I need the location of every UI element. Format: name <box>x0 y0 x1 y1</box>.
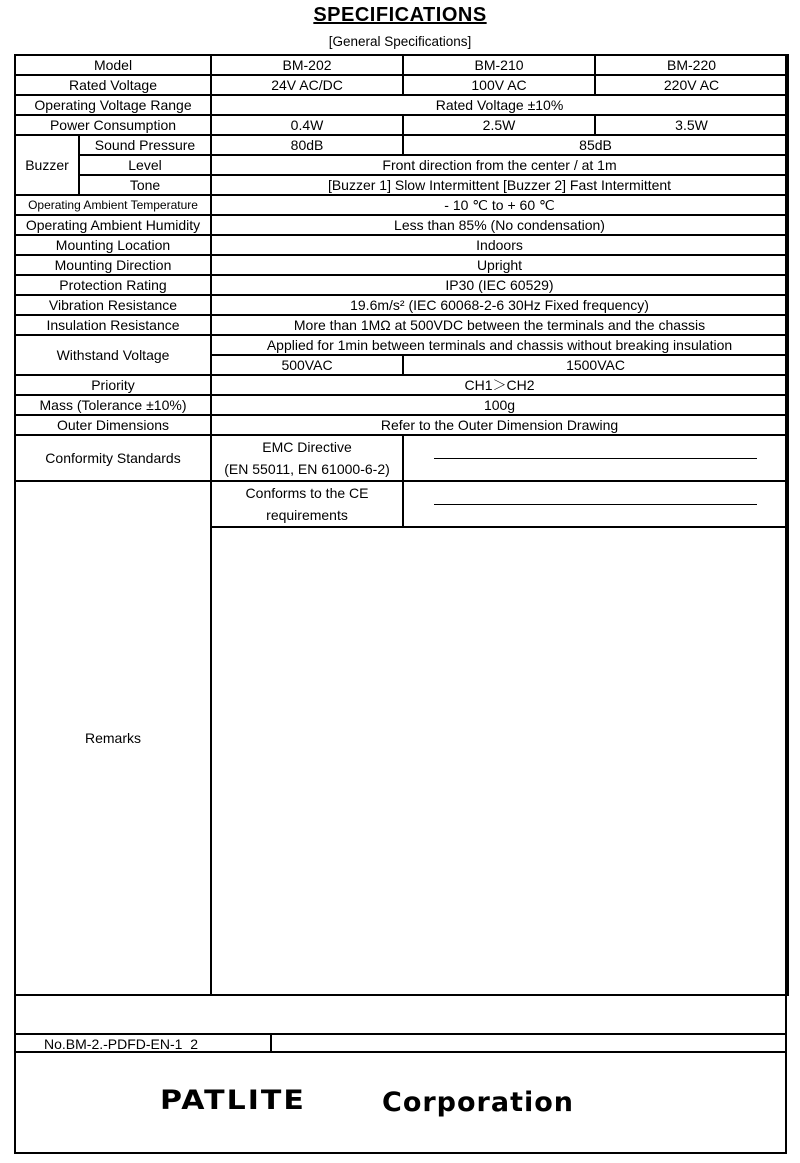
label-outer-dimensions: Outer Dimensions <box>15 415 211 435</box>
row-ambient-temperature <box>15 195 788 215</box>
label-buzzer: Buzzer <box>15 135 79 195</box>
rated-voltage-2: 100V AC <box>403 75 595 95</box>
ce-conformity-cell <box>211 481 403 527</box>
emc-directive-line2: (EN 55011, EN 61000-6-2) <box>224 461 390 477</box>
label-sound-pressure: Sound Pressure <box>79 135 211 155</box>
row-conformity-standards <box>15 435 788 481</box>
row-vibration-resistance <box>15 295 788 315</box>
tone-value: [Buzzer 1] Slow Intermittent [Buzzer 2] Fast Intermittent <box>211 175 788 195</box>
row-level <box>15 155 788 175</box>
label-level: Level <box>79 155 211 175</box>
label-ambient-temperature: Operating Ambient Temperature <box>15 195 211 215</box>
sound-pressure-2: 85dB <box>403 135 788 155</box>
label-ambient-humidity: Operating Ambient Humidity <box>15 215 211 235</box>
row-ce-conformity <box>15 481 788 527</box>
model-bm-210: BM-210 <box>403 55 595 75</box>
label-mass: Mass (Tolerance ±10%) <box>15 395 211 415</box>
patlite-logo: PATLITE <box>160 1084 306 1117</box>
label-model: Model <box>15 55 211 75</box>
footer-code-row <box>14 1033 787 1053</box>
page-subtitle: [General Specifications] <box>328 34 472 49</box>
remarks-area <box>211 527 788 995</box>
row-ambient-humidity <box>15 215 788 235</box>
label-mounting-location: Mounting Location <box>15 235 211 255</box>
emc-blank-line <box>434 458 757 459</box>
label-vibration-resistance: Vibration Resistance <box>15 295 211 315</box>
row-tone <box>15 175 788 195</box>
vibration-resistance-value: 19.6m/s² (IEC 60068-2-6 30Hz Fixed frequency) <box>211 295 788 315</box>
footer-divider <box>14 1051 787 1053</box>
mass-value: 100g <box>211 395 788 415</box>
emc-directive-cell <box>211 435 403 481</box>
row-mounting-location <box>15 235 788 255</box>
withstand-voltage-description: Applied for 1min between terminals and chassis without breaking insulation <box>211 335 788 355</box>
emc-blank-field <box>403 435 788 481</box>
withstand-voltage-2: 1500VAC <box>403 355 788 375</box>
ce-blank-line <box>434 504 757 505</box>
ambient-humidity-value: Less than 85% (No condensation) <box>211 215 788 235</box>
label-remarks: Remarks <box>15 481 211 995</box>
ambient-temperature-value: - 10 ℃ to + 60 ℃ <box>211 195 788 215</box>
emc-directive-line1: EMC Directive <box>262 439 352 455</box>
row-insulation-resistance <box>15 315 788 335</box>
label-operating-voltage-range: Operating Voltage Range <box>15 95 211 115</box>
row-rated-voltage <box>15 75 788 95</box>
rated-voltage-1: 24V AC/DC <box>211 75 403 95</box>
model-bm-220: BM-220 <box>595 55 788 75</box>
row-model <box>15 55 788 75</box>
mounting-direction-value: Upright <box>211 255 788 275</box>
label-rated-voltage: Rated Voltage <box>15 75 211 95</box>
row-outer-dimensions <box>15 415 788 435</box>
priority-value: CH1＞CH2 <box>211 375 788 395</box>
rated-voltage-3: 220V AC <box>595 75 788 95</box>
page-title: SPECIFICATIONS <box>313 4 487 26</box>
row-priority <box>15 375 788 395</box>
label-conformity-standards: Conformity Standards <box>15 435 211 481</box>
row-withstand-voltage <box>15 335 788 355</box>
label-power-consumption: Power Consumption <box>15 115 211 135</box>
model-bm-202: BM-202 <box>211 55 403 75</box>
power-consumption-1: 0.4W <box>211 115 403 135</box>
level-value: Front direction from the center / at 1m <box>211 155 788 175</box>
insulation-resistance-value: More than 1MΩ at 500VDC between the terminals and the chassis <box>211 315 788 335</box>
operating-voltage-range-value: Rated Voltage ±10% <box>211 95 788 115</box>
spec-table <box>14 54 789 996</box>
row-operating-voltage-range <box>15 95 788 115</box>
label-mounting-direction: Mounting Direction <box>15 255 211 275</box>
sound-pressure-1: 80dB <box>211 135 403 155</box>
row-power-consumption <box>15 115 788 135</box>
row-sound-pressure <box>15 135 788 155</box>
row-mounting-direction <box>15 255 788 275</box>
mounting-location-value: Indoors <box>211 235 788 255</box>
row-protection-rating <box>15 275 788 295</box>
ce-line1: Conforms to the CE <box>245 485 369 501</box>
label-tone: Tone <box>79 175 211 195</box>
ce-line2: requirements <box>266 507 348 523</box>
withstand-voltage-1: 500VAC <box>211 355 403 375</box>
power-consumption-3: 3.5W <box>595 115 788 135</box>
label-withstand-voltage: Withstand Voltage <box>15 335 211 375</box>
ce-blank-field <box>403 481 788 527</box>
company-suffix: Corporation <box>382 1087 575 1118</box>
outer-dimensions-value: Refer to the Outer Dimension Drawing <box>211 415 788 435</box>
document-code: No.BM-2.-PDFD-EN-1_2 <box>28 1035 272 1053</box>
label-priority: Priority <box>15 375 211 395</box>
label-insulation-resistance: Insulation Resistance <box>15 315 211 335</box>
protection-rating-value: IP30 (IEC 60529) <box>211 275 788 295</box>
row-mass <box>15 395 788 415</box>
label-protection-rating: Protection Rating <box>15 275 211 295</box>
power-consumption-2: 2.5W <box>403 115 595 135</box>
